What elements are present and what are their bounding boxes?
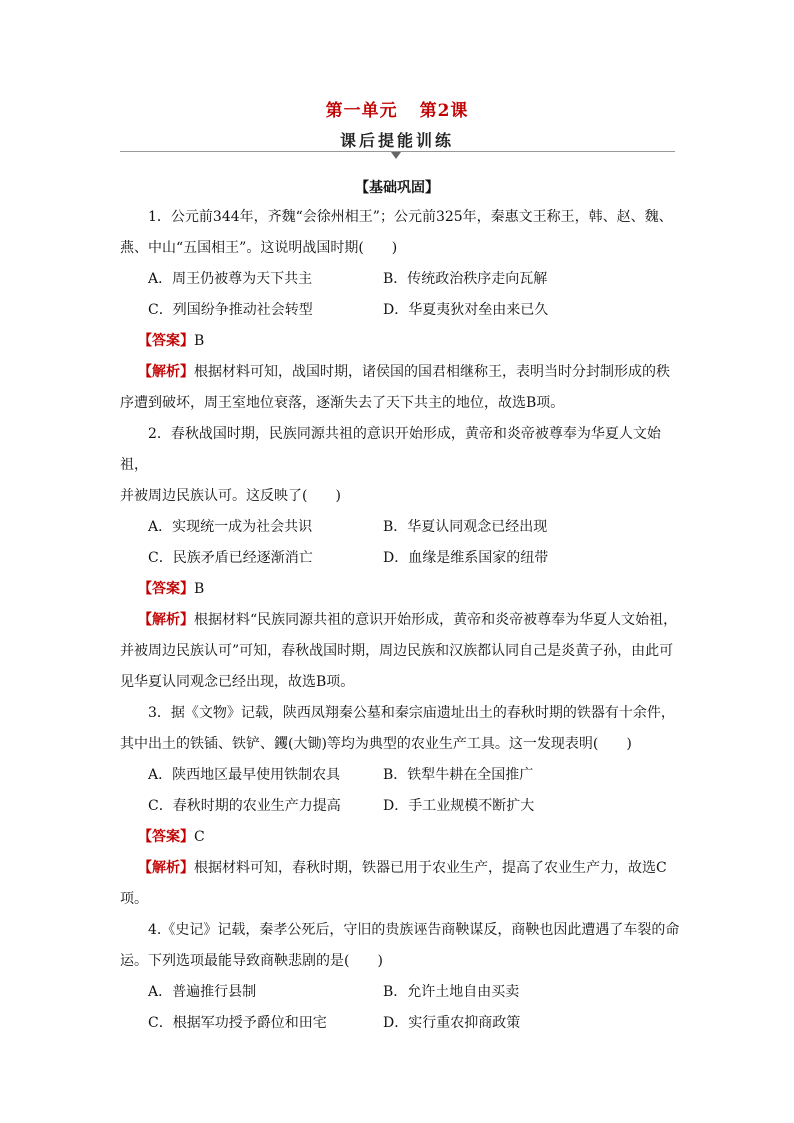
unit-label: 第一单元	[325, 101, 398, 121]
analysis-label: 【解析】	[138, 612, 194, 628]
option-c: C．列国纷争推动社会转型	[148, 302, 313, 318]
question-stem-line: 其中出土的铁锸、铁铲、钁(大锄)等均为典型的农业生产工具。这一发现表明( )	[120, 736, 632, 752]
lesson-label: 第2课	[419, 101, 469, 121]
option-a: A．陕西地区最早使用铁制农具	[148, 767, 341, 783]
question-list	[120, 202, 680, 1039]
option-row	[120, 264, 680, 295]
question-stem-line: 2．春秋战国时期，民族同源共祖的意识开始形成，黄帝和炎帝被尊奉为华夏人文始祖，	[120, 426, 661, 473]
triangle-marker-icon	[391, 152, 401, 159]
option-a: A．普遍推行县制	[148, 984, 257, 1000]
option-row	[120, 760, 680, 791]
analysis-text: 根据材料可知，春秋时期，铁器已用于农业生产，提高了农业生产力，故选C	[194, 860, 667, 876]
option-c: C．春秋时期的农业生产力提高	[148, 798, 341, 814]
question-4	[120, 915, 680, 1039]
answer-value: B	[194, 333, 205, 349]
answer-line	[120, 326, 680, 357]
question-stem-line: 并被周边民族认可。这反映了( )	[120, 488, 341, 504]
answer-label: 【答案】	[138, 581, 194, 597]
analysis-text: 根据材料“民族同源共祖的意识开始形成，黄帝和炎帝被尊奉为华夏人文始祖，	[194, 612, 678, 628]
option-c: C．民族矛盾已经逐渐消亡	[148, 550, 313, 566]
option-row	[120, 977, 680, 1008]
option-row	[120, 295, 680, 326]
option-b: B．铁犁牛耕在全国推广	[383, 767, 534, 783]
option-row	[120, 543, 680, 574]
analysis-text: 根据材料可知，战国时期，诸侯国的国君相继称王，表明当时分封制形成的秩	[194, 364, 670, 380]
option-d: D．实行重农抑商政策	[383, 1015, 521, 1031]
analysis-line: 项。	[120, 891, 148, 907]
option-a: A．周王仍被尊为天下共主	[148, 271, 313, 287]
answer-label: 【答案】	[138, 829, 194, 845]
question-2	[120, 419, 680, 698]
option-row	[120, 512, 680, 543]
question-stem-line: 3．据《文物》记载，陕西凤翔秦公墓和秦宗庙遗址出土的春秋时期的铁器有十余件，	[148, 705, 675, 721]
answer-line	[120, 574, 680, 605]
option-d: D．血缘是维系国家的纽带	[383, 550, 549, 566]
option-b: B．华夏认同观念已经出现	[383, 519, 548, 535]
option-d: D．手工业规模不断扩大	[383, 798, 535, 814]
question-stem-line: 燕、中山“五国相王”。这说明战国时期( )	[120, 240, 398, 256]
analysis-line: 序遭到破坏，周王室地位衰落，逐渐失去了天下共主的地位，故选B项。	[120, 395, 565, 411]
page-subtitle: 课后提能训练	[339, 131, 454, 150]
option-row	[120, 1008, 680, 1039]
analysis-line	[120, 853, 680, 884]
question-stem-line: 1．公元前344年，齐魏“会徐州相王”；公元前325年，秦惠文王称王，韩、赵、魏、	[148, 209, 673, 225]
option-a: A．实现统一成为社会共识	[148, 519, 313, 535]
question-stem-line: 4.《史记》记载，秦孝公死后，守旧的贵族诬告商鞅谋反，商鞅也因此遭遇了车裂的命	[148, 922, 680, 938]
question-stem-line: 运。下列选项最能导致商鞅悲剧的是( )	[120, 953, 383, 969]
option-row	[120, 791, 680, 822]
analysis-label: 【解析】	[138, 860, 194, 876]
answer-value: B	[194, 581, 205, 597]
answer-value: C	[194, 829, 205, 845]
question-3	[120, 698, 680, 915]
analysis-line: 并被周边民族认可”可知，春秋战国时期，周边民族和汉族都认同自己是炎黄子孙，由此可	[120, 643, 674, 659]
lesson-title	[0, 96, 794, 121]
analysis-label: 【解析】	[138, 364, 194, 380]
answer-label: 【答案】	[138, 333, 194, 349]
analysis-line: 见华夏认同观念已经出现，故选B项。	[120, 674, 355, 690]
answer-line	[120, 822, 680, 853]
analysis-line	[120, 357, 680, 388]
option-b: B．传统政治秩序走向瓦解	[383, 271, 548, 287]
section-title: 【基础巩固】	[355, 180, 439, 196]
option-b: B．允许土地自由买卖	[383, 984, 520, 1000]
option-d: D．华夏夷狄对垒由来已久	[383, 302, 549, 318]
question-1	[120, 202, 680, 419]
analysis-line	[120, 605, 680, 636]
option-c: C．根据军功授予爵位和田宅	[148, 1015, 327, 1031]
